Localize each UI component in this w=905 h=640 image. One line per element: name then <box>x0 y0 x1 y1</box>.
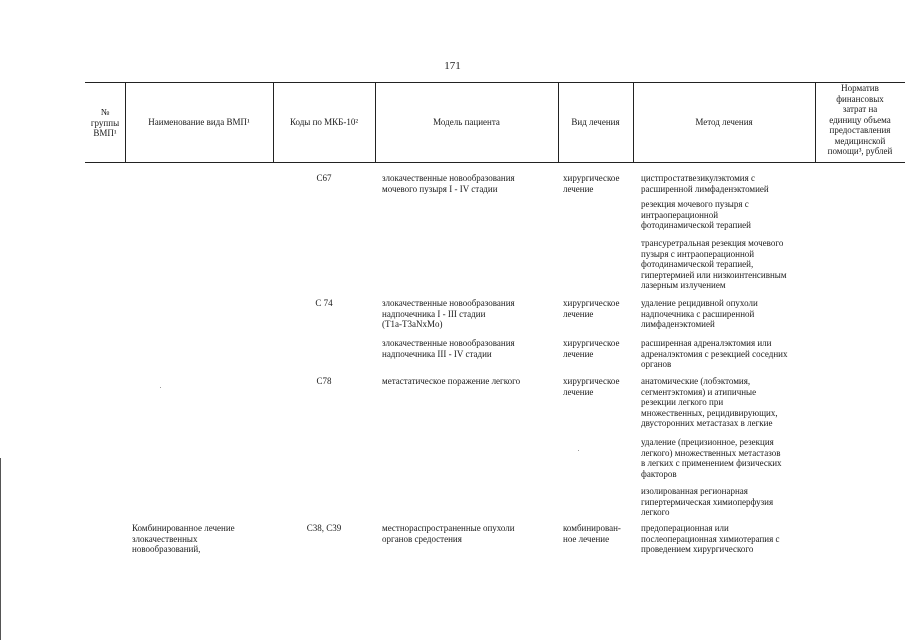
method-c67-1: цистпростатвезикулэктомия с расширенной лимфаденэктомией <box>641 173 769 194</box>
type-c78: хирургическое лечение <box>563 376 620 397</box>
method-c74-2: расширенная адреналэктомия или адреналэктомия с резекцией соседних органов <box>641 338 788 370</box>
page-edge-line <box>0 458 1 640</box>
header-group-number: № группы ВМП¹ <box>90 107 120 138</box>
method-c74-1: удаление рецидивной опухоли надпочечника с расширенной лимфаденэктомией <box>641 298 758 330</box>
method-c78-3: изолированная регионарная гипертермическая химиоперфузия легкого <box>641 486 774 518</box>
code-c38-c39: C38, C39 <box>306 523 342 533</box>
method-c67-2: резекция мочевого пузыря с интраоперационной фотодинамической терапией <box>641 199 751 231</box>
header-vmp-name: Наименование вида ВМП¹ <box>148 117 250 127</box>
model-c38-c39: местнораспространенные опухоли органов средостения <box>382 523 515 544</box>
model-c67: злокачественные новообразования мочевого пузыря I - IV стадии <box>382 173 515 194</box>
header-treatment-type: Вид лечения <box>571 117 620 127</box>
type-c74-2: хирургическое лечение <box>563 338 620 359</box>
scan-speck <box>578 450 579 451</box>
code-c67: C67 <box>316 173 332 183</box>
method-c67-3: трансуретральная резекция мочевого пузыря с интраоперационной фотодинамической терапией, гипертермией или низкоинтенсивным лазерным излучением <box>641 238 787 291</box>
method-c78-2: удаление (прецизионное, резекция легкого) множественных метастазов в легких с применением физических факторов <box>641 437 782 479</box>
table-header-bottom-border <box>85 162 905 163</box>
model-c78: метастатическое поражение легкого <box>382 376 521 386</box>
page-number: 171 <box>444 60 461 72</box>
header-patient-model: Модель пациента <box>433 117 500 127</box>
code-c74: C 74 <box>315 298 333 308</box>
method-c78-1: анатомические (лобэктомия, сегментэктомия) и атипичные резекции легкого при множественных, рецидивирующих, двусторонних метастазах в легкие <box>641 376 778 429</box>
header-icd-codes: Коды по МКБ-10² <box>289 117 359 127</box>
method-c38-c39: предоперационная или послеоперационная химиотерапия с проведением хирургического <box>641 523 780 555</box>
model-c74-2: злокачественные новообразования надпочечника III - IV стадии <box>382 338 515 359</box>
type-c74-1: хирургическое лечение <box>563 298 620 319</box>
scan-speck <box>160 387 161 388</box>
header-treatment-method: Метод лечения <box>695 117 753 127</box>
type-c67: хирургическое лечение <box>563 173 620 194</box>
table-top-border <box>85 82 905 83</box>
vmp-name-combined-treatment: Комбинированное лечение злокачественных новообразований, <box>132 523 235 555</box>
header-cost-norm: Норматив финансовых затрат на единицу объема предоставления медицинской помощи³, рублей <box>827 83 893 156</box>
type-c38-c39: комбинирован- ное лечение <box>563 523 621 544</box>
model-c74-1: злокачественные новообразования надпочечника I - III стадии (T1a-T3aNxMo) <box>382 298 515 330</box>
code-c78: C78 <box>316 376 332 386</box>
